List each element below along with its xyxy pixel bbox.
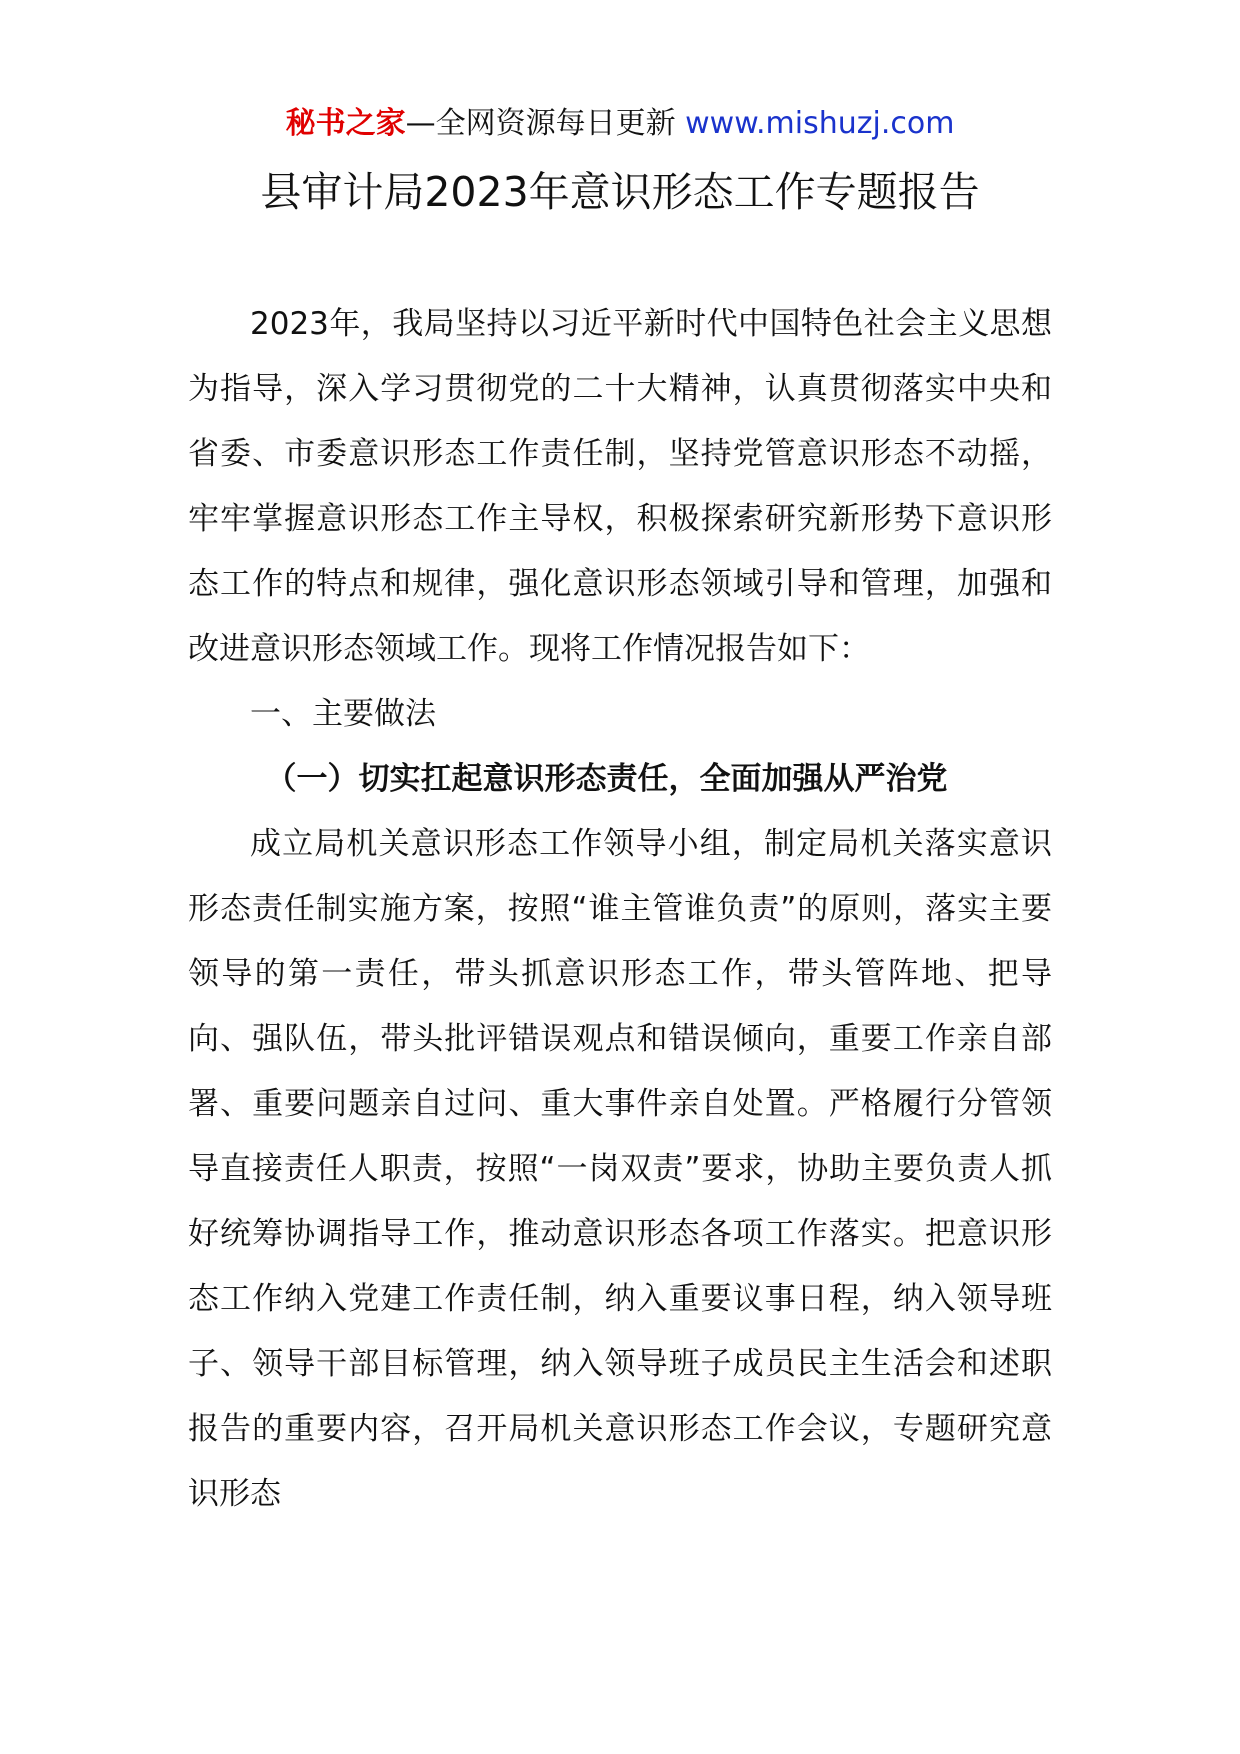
document-body xyxy=(188,292,1052,1527)
header-brand: 秘书之家 xyxy=(285,106,406,141)
intro-paragraph: 2023年，我局坚持以习近平新时代中国特色社会主义思想为指导，深入学习贯彻党的二十大精神，认真贯彻落实中央和省委、市委意识形态工作责任制，坚持党管意识形态不动摇，牢牢掌握意识形态工作主导权，积极探索研究新形势下意识形态工作的特点和规律，强化意识形态领域引导和管理，加强和改进意识形态领域工作。现将工作情况报告如下： xyxy=(188,306,1052,667)
document-title: 县审计局2023年意识形态工作专题报告 xyxy=(260,168,980,216)
section-heading: 一、主要做法 xyxy=(250,696,436,732)
body-paragraph: 成立局机关意识形态工作领导小组，制定局机关落实意识形态责任制实施方案，按照“谁主管谁负责”的原则，落实主要领导的第一责任，带头抓意识形态工作，带头管阵地、把导向、强队伍，带头批评错误观点和错误倾向，重要工作亲自部署、重要问题亲自过问、重大事件亲自处置。严格履行分管领导直接责任人职责，按照“一岗双责”要求，协助主要负责人抓好统筹协调指导工作，推动意识形态各项工作落实。把意识形态工作纳入党建工作责任制，纳入重要议事日程，纳入领导班子、领导干部目标管理，纳入领导班子成员民主生活会和述职报告的重要内容，召开局机关意识形态工作会议，专题研究意识形态 xyxy=(188,826,1052,1512)
watermark-header xyxy=(0,98,1240,150)
header-slogan: —全网资源每日更新 xyxy=(405,106,686,141)
subsection-heading: （一）切实扛起意识形态责任，全面加强从严治党 xyxy=(265,761,948,797)
header-url[interactable]: www.mishuzj.com xyxy=(685,106,955,141)
